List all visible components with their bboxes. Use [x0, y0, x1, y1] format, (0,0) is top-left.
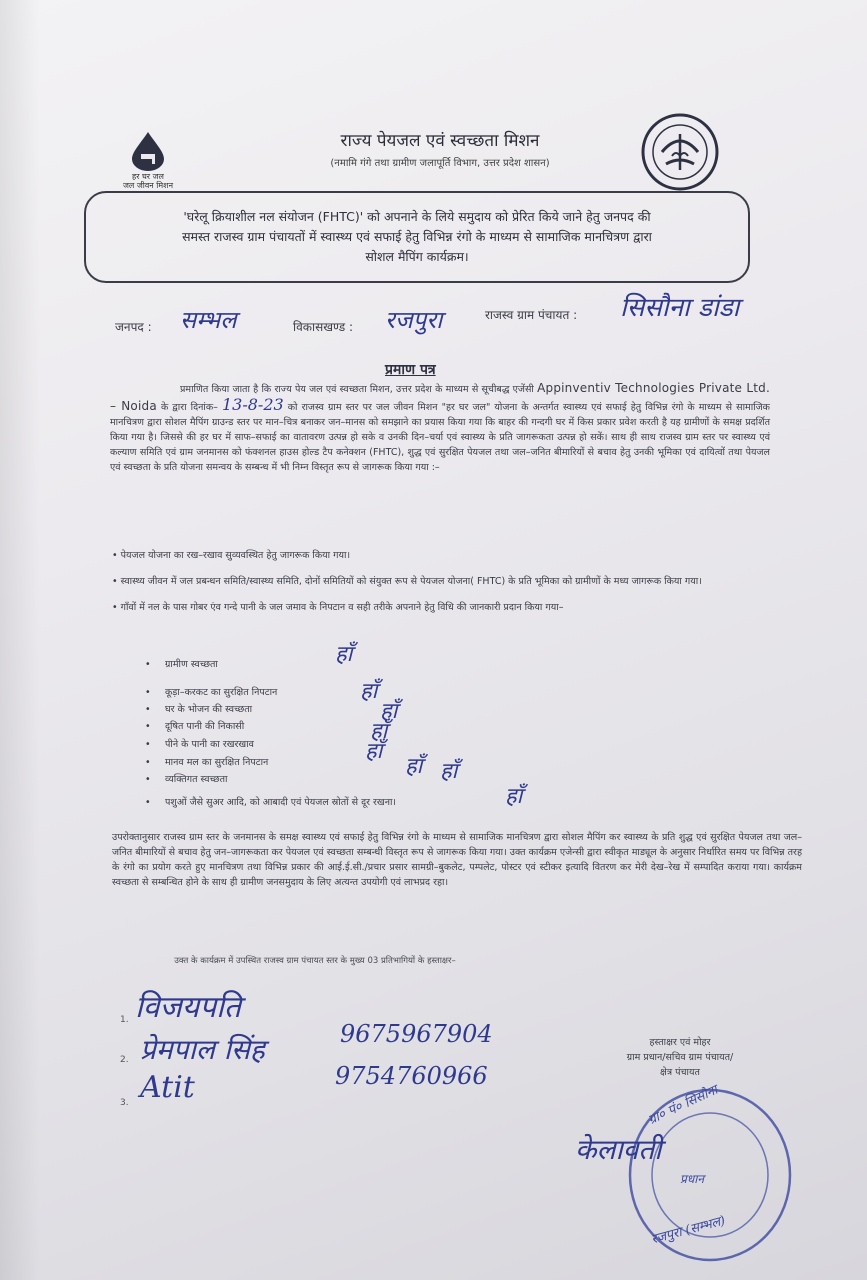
program-banner: [84, 191, 750, 283]
signature-number: 1.: [120, 1015, 129, 1025]
district-value: सम्भल: [180, 306, 237, 334]
emblem-icon: [640, 112, 720, 192]
seal-text-top: ग्रा० पं० सिसौना: [645, 1082, 721, 1128]
signature-number: 2.: [120, 1055, 129, 1065]
page-subtitle: (नमामि गंगे तथा ग्रामीण जलापूर्ति विभाग, उत्तर प्रदेश शासन): [330, 158, 550, 169]
seal-text-bottom: रजपुरा (सम्भल): [649, 1213, 727, 1248]
banner-line-2: समस्त राजस्व ग्राम पंचायतों में स्वास्थ्य एवं सफाई हेतु विभिन्न रंगो के माध्यम से सामाजिक मानचित्रण द्वारा: [182, 229, 652, 244]
participant-phone-2: 9754760966: [335, 1062, 488, 1090]
logo-caption-1: हर घर जल: [132, 172, 164, 181]
pradhan-signature: केलावती: [575, 1133, 662, 1166]
checklist-mark: हाँ: [335, 642, 353, 667]
para1-intro: प्रमाणित किया जाता है कि राज्य पेय जल एवं स्वच्छता मिशन, उत्तर प्रदेश के माध्यम से सूचीबद्ध एजेंसी: [180, 384, 534, 395]
participant-signature-2: प्रेमपाल सिंह: [140, 1033, 265, 1066]
checklist-row: • घर के भोजन की स्वच्छता: [145, 704, 253, 715]
panchayat-label: राजस्व ग्राम पंचायत :: [485, 308, 578, 322]
district-label: जनपद :: [115, 320, 152, 334]
page-title: राज्य पेयजल एवं स्वच्छता मिशन: [340, 131, 540, 151]
checklist-mark: हाँ: [360, 679, 378, 704]
logo-caption-2: जल जीवन मिशन: [122, 181, 174, 190]
checklist-row: • ग्रामीण स्वच्छता: [145, 659, 218, 670]
checklist-mark: हाँ: [405, 754, 423, 779]
participant-phone-1: 9675967904: [340, 1020, 493, 1048]
checklist-mark: हाँ: [380, 699, 398, 724]
block-label: विकासखण्ड :: [293, 320, 354, 334]
participant-signature-1: विजयपति: [135, 990, 242, 1025]
para1-body: को राजस्व ग्राम स्तर पर जल जीवन मिशन "हर घर जल" योजना के अन्तर्गत स्वास्थ्य एवं सफाई हेतु विभिन्न रंगो के माध्यम से सामाजिक मानचित्रण द्वारा सोशल मैपिंग ग्राउन्ड स्तर पर मान–चित्र बनाकर जन–मानस को समझाने का प्रयास किया गया कि बाहर की गन्दगी घर में किस प्रकार प्रवेश करती है यह ग्रामीणों के समक्ष प्रदर्शित किया गया है। जिससे की हर घर में साफ–सफाई का वातावरण उत्पन्न हो सके व उनकी दिन–चर्या एवं स्वास्थ्य के प्रति जागरूकता उत्पन्न हो सकें। साथ ही साथ राजस्व ग्राम स्तर पर स्वास्थ्य एवं कल्याण समिति एवं ग्राम जनमानस को फंक्शनल हाउस होल्ड टैप कनेक्शन (FHTC), शुद्ध एवं सुरक्षित पेयजल तथा जल–जनित बीमारियों से बचाव हेतु उनकी भूमिका एवं दायित्वों तथा पेयजल एवं स्वच्छता के प्रति योजना समन्वय के सम्बन्ध में भी निम्न विस्तृत रूप से जागरूक किया गया :–: [110, 402, 770, 473]
water-drop-icon: [128, 130, 168, 172]
checklist-row: • पीने के पानी का रखरखाव: [145, 739, 254, 750]
location-fields: [115, 293, 795, 338]
page-shadow: [0, 0, 40, 1280]
certificate-heading: प्रमाण पत्र: [385, 362, 436, 378]
bullet-item: • स्वास्थ्य जीवन में जल प्रबन्धन समिति/स्वास्थ्य समिति, दोनों समितियों को संयुक्त रूप से पेयजल योजना( FHTC) के प्रति भूमिका को ग्रामीणों के मध्य जागरूक किया गया।: [112, 576, 702, 587]
har-ghar-jal-logo: [108, 130, 188, 190]
block-value: रजपुरा: [385, 306, 443, 334]
banner-line-3: सोशल मैपिंग कार्यक्रम।: [365, 249, 469, 264]
attendees-note: उक्त के कार्यक्रम में उपस्थित राजस्व ग्राम पंचायत स्तर के मुख्य 03 प्रतिभागियों के हस्ताक्षर–: [174, 956, 456, 966]
agency-name: Appinventiv Technologies Private Ltd. – Noida: [110, 381, 770, 413]
panchayat-value: सिसौना डांडा: [620, 293, 740, 323]
bullet-item: • पेयजल योजना का रख–रखाव सुव्यवस्थित हेतु जागरूक किया गया।: [112, 550, 351, 561]
signature-number: 3.: [120, 1098, 129, 1108]
header-title-block: [230, 128, 650, 169]
up-government-seal: [640, 112, 720, 192]
checklist-row: • दूषित पानी की निकासी: [145, 721, 245, 732]
bullet-item: • गाँवों में नल के पास गोबर एंव गन्दे पानी के जल जमाव के निपटान व सही तरीके अपनाने हेतु विधि की जानकारी प्रदान किया गया–: [112, 602, 564, 613]
closing-paragraph: उपरोक्तानुसार राजस्व ग्राम स्तर के जनमानस के समक्ष स्वास्थ्य एवं सफाई हेतु विभिन्न रंगो के माध्यम से सामाजिक मानचित्रण द्वारा सोशल मैपिंग कर स्वास्थ्य के प्रति शुद्ध एवं सुरक्षित पेयजल तथा जल–जनित बीमारियों से बचाव हेतु जन–जागरूकता कर पेयजल एवं स्वच्छता सम्बन्धी विस्तृत रूप से जागरूक किया गया। उक्त कार्यक्रम एजेन्सी द्वारा स्वीकृत माड्यूल के अनुसार निर्धारित समय पर विभिन्न तरह के रंगो का प्रयोग करते हुए मानचित्रण तथा विभिन्न प्रकार की आई.ई.सी./प्रचार प्रसार सामग्री–बुकलेट, पम्पलेट, पोस्टर एवं स्टीकर इत्यादि वितरण कर मेरी देख–रेख में सम्पादित कराया गया। कार्यक्रम स्वच्छता से सम्बन्धित होने के साथ ही ग्रामीण जनसमुदाय के लिए अत्यन्त उपयोगी एवं लाभप्रद रहा।: [112, 832, 802, 888]
checklist-row: • मानव मल का सुरक्षित निपटान: [145, 757, 269, 768]
banner-line-1: 'घरेलू क्रियाशील नल संयोजन (FHTC)' को अपनाने के लिये समुदाय को प्रेरित किये जाने हेतु जनपद की: [183, 209, 651, 224]
program-date: 13-8-23: [221, 395, 284, 414]
awareness-bullets: [112, 548, 772, 626]
checklist-mark: हाँ: [370, 719, 388, 744]
checklist-row: • पशुओं जैसे सुअर आदि, को आबादी एवं पेयजल स्रोतों से दूर रखना।: [145, 797, 397, 808]
checklist-mark: हाँ: [505, 784, 523, 809]
stamp-label: हस्ताक्षर एवं मोहर ग्राम प्रधान/सचिव ग्राम पंचायत/ क्षेत्र पंचायत: [626, 1037, 734, 1078]
checklist-row: • व्यक्तिगत स्वच्छता: [145, 774, 228, 785]
checklist-row: • कूड़ा–करकट का सुरक्षित निपटान: [145, 687, 278, 698]
checklist-mark: हाँ: [440, 759, 458, 784]
checklist-mark: हाँ: [365, 739, 383, 764]
para1-date-label: के द्वारा दिनांक–: [160, 402, 218, 413]
seal-text-mid: प्रधान: [680, 1172, 704, 1186]
participant-signature-3: Atit: [140, 1070, 195, 1105]
certificate-paragraph: [110, 381, 770, 475]
